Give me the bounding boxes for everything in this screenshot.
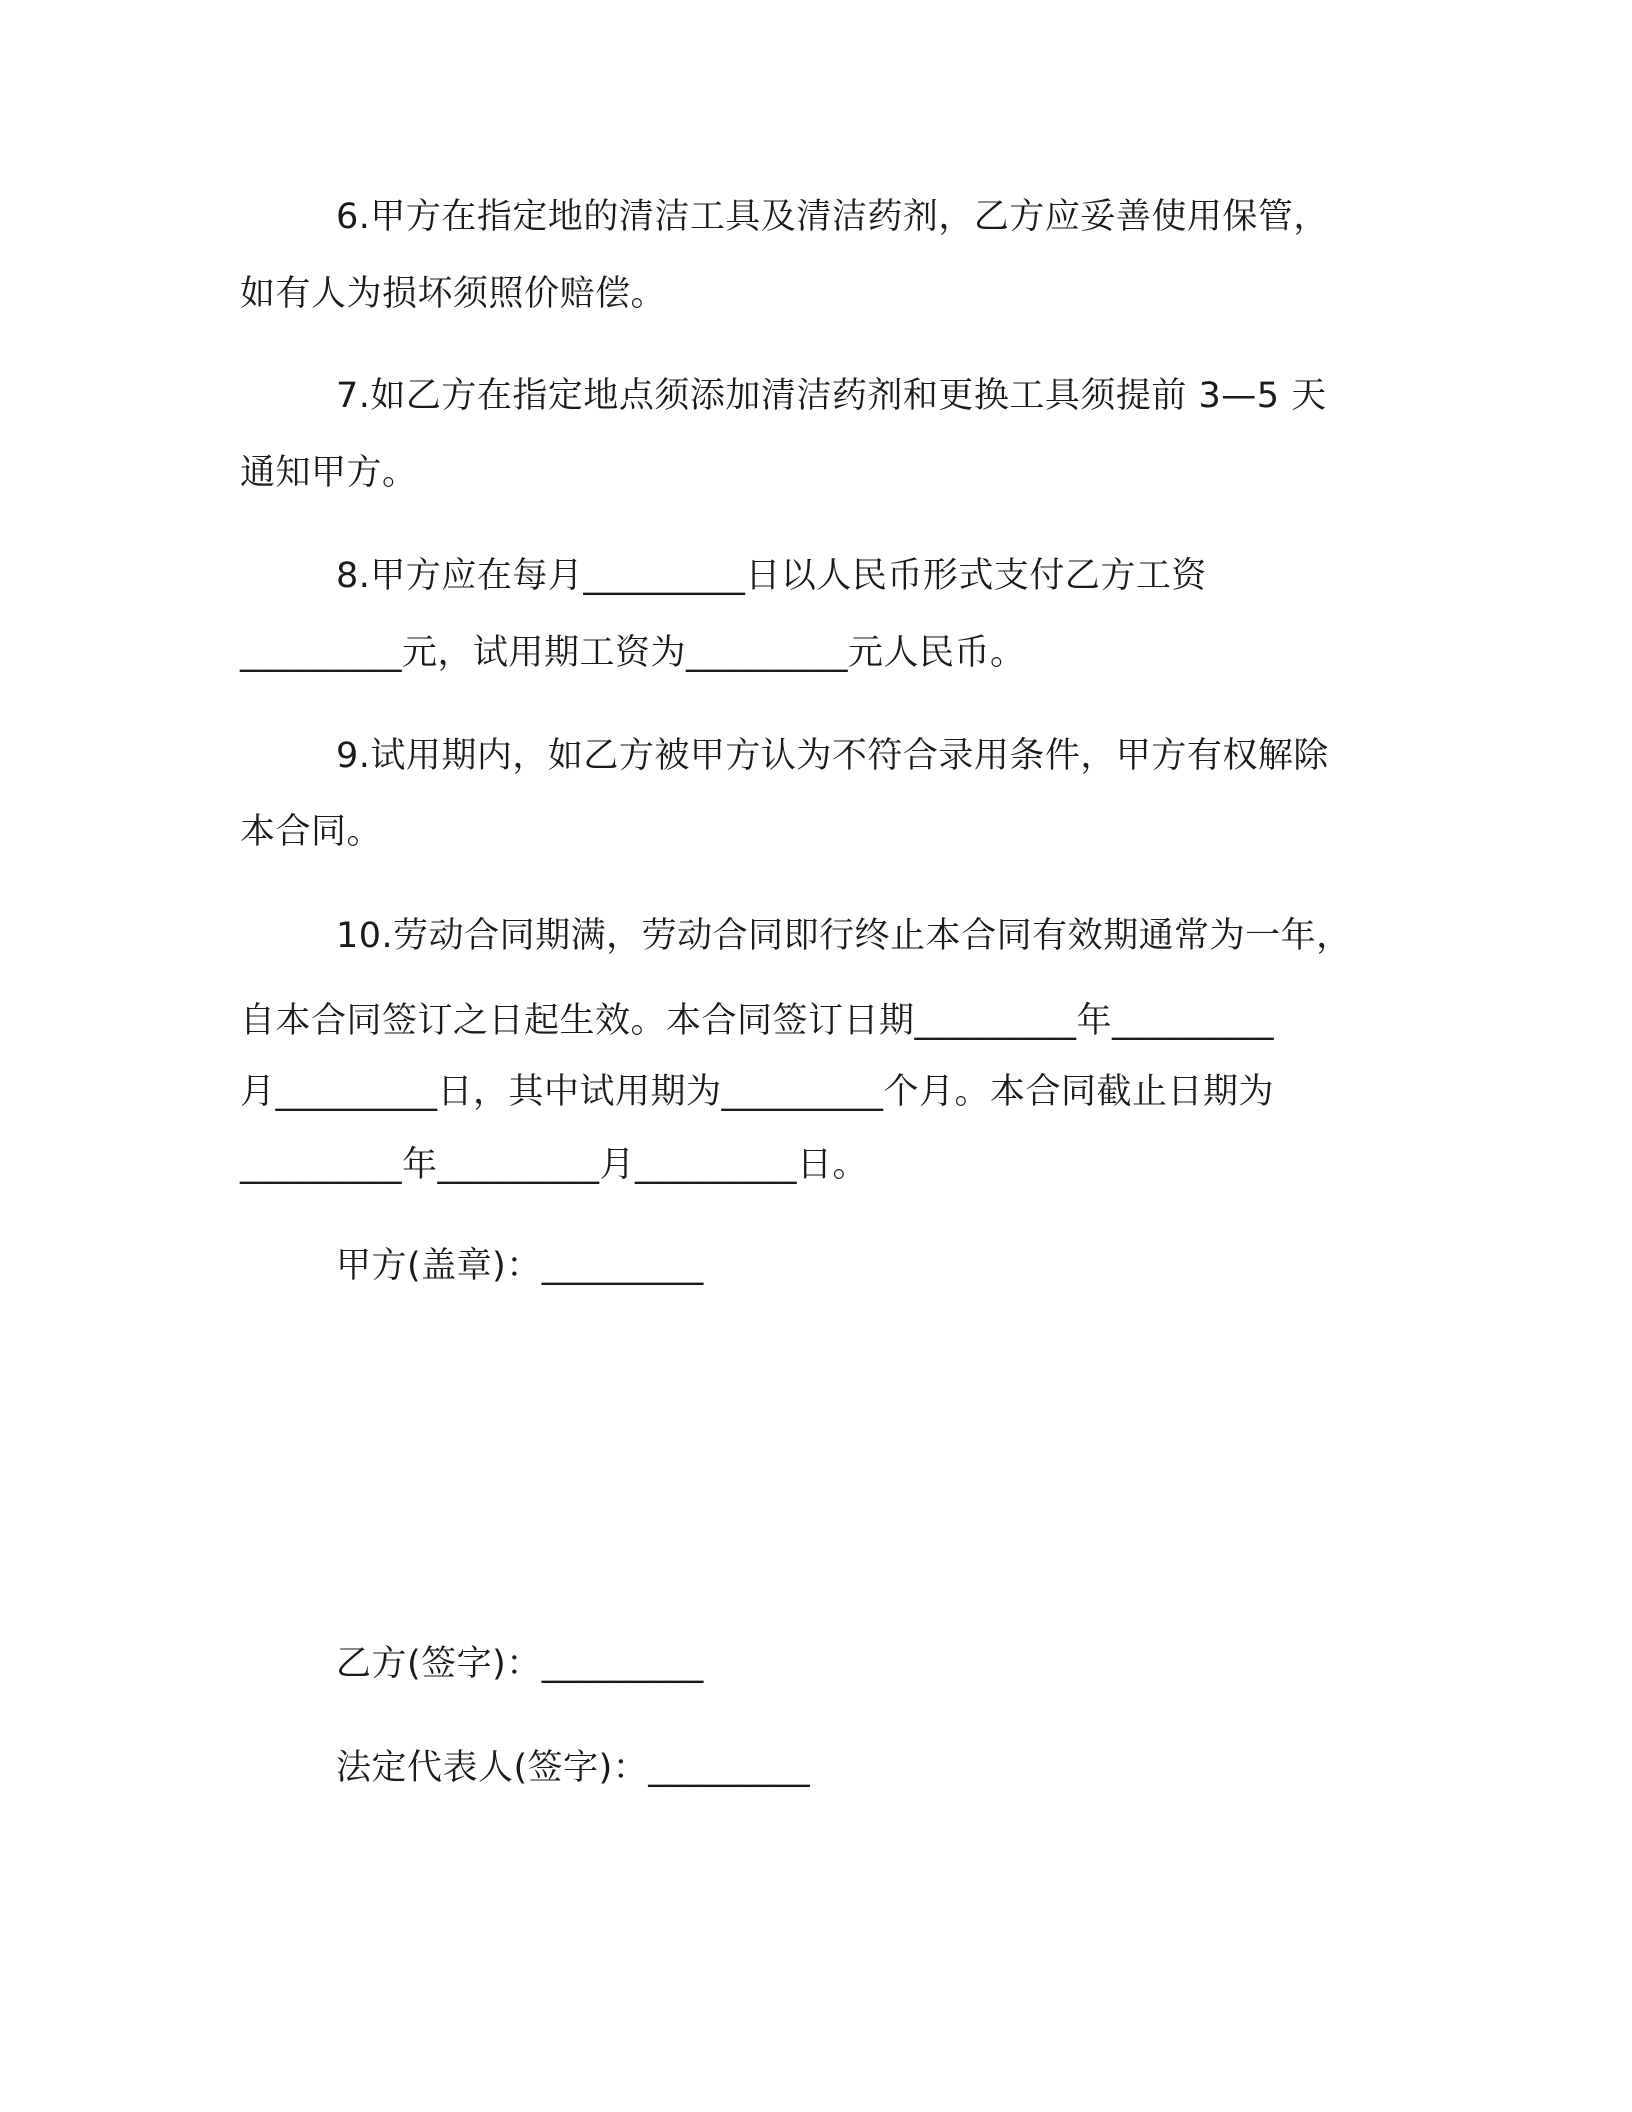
signature-party-a: 甲方(盖章)：_________ <box>336 1246 704 1286</box>
clause-10-line-4: _________年_________月_________日。 <box>240 1145 869 1185</box>
clause-7-line-1: 7.如乙方在指定地点须添加清洁药剂和更换工具须提前 3—5 天 <box>336 376 1327 416</box>
clause-7-line-2: 通知甲方。 <box>240 453 418 493</box>
signature-legal-rep: 法定代表人(签字)：_________ <box>336 1748 811 1788</box>
clause-8-line-1: 8.甲方应在每月_________日以人民币形式支付乙方工资 <box>336 556 1207 596</box>
clause-10-line-2: 自本合同签订之日起生效。本合同签订日期_________年_________ <box>240 1001 1275 1041</box>
clause-6-line-2: 如有人为损坏须照价赔偿。 <box>240 274 667 314</box>
clause-8-line-2: _________元，试用期工资为_________元人民币。 <box>240 633 1026 673</box>
clause-9-line-1: 9.试用期内，如乙方被甲方认为不符合录用条件，甲方有权解除 <box>336 736 1329 776</box>
clause-10-line-1: 10.劳动合同期满，劳动合同即行终止本合同有效期通常为一年， <box>336 916 1352 956</box>
signature-party-b: 乙方(签字)：_________ <box>336 1644 704 1684</box>
clause-10-line-3: 月_________日，其中试用期为_________个月。本合同截止日期为 <box>240 1072 1275 1112</box>
clause-9-line-2: 本合同。 <box>240 812 383 852</box>
clause-6-line-1: 6.甲方在指定地的清洁工具及清洁药剂，乙方应妥善使用保管， <box>336 197 1329 237</box>
